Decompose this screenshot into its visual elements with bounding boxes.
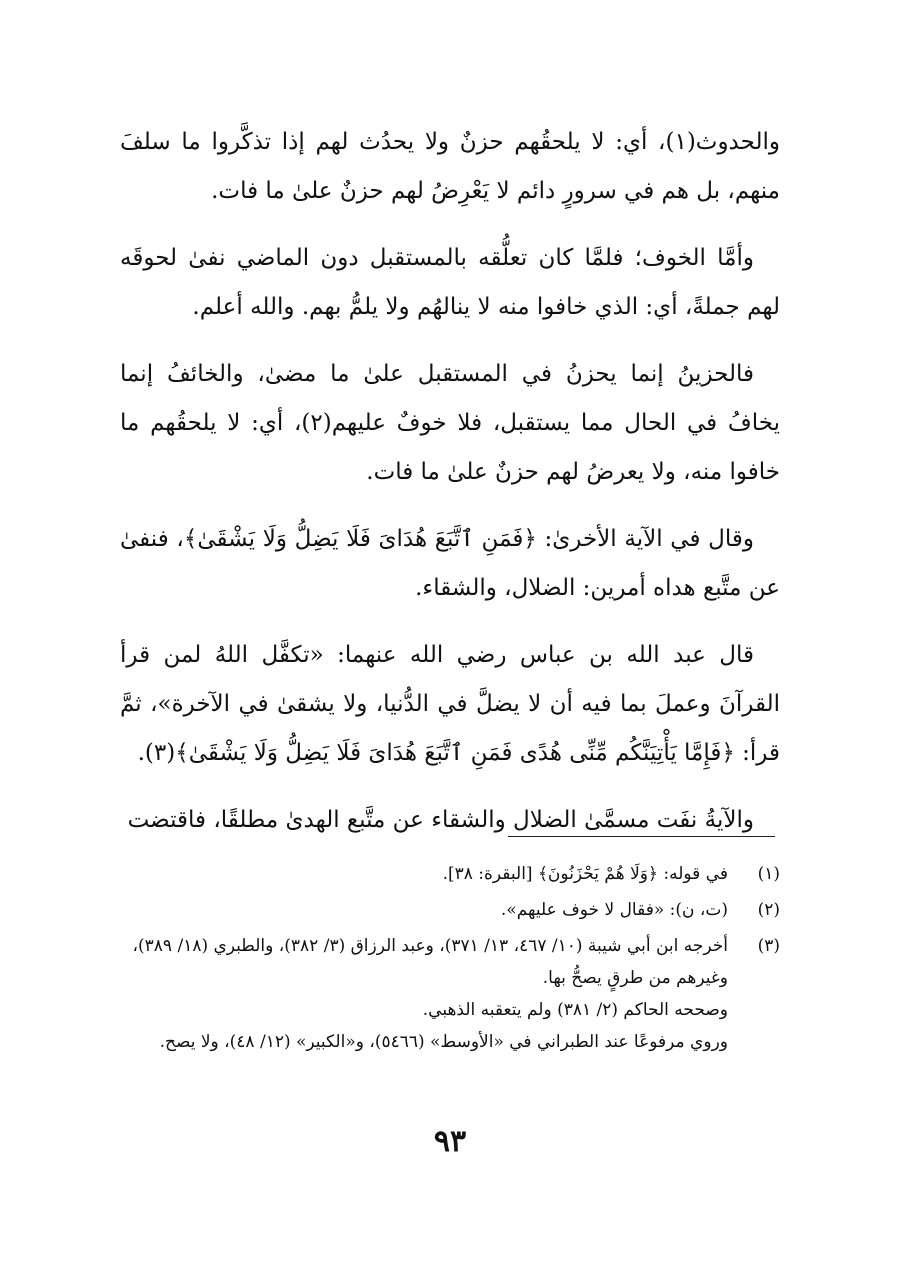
footnote-number: (٢) [757,900,780,920]
paragraph-2: وأمَّا الخوف؛ فلمَّا كان تعلُّقه بالمستقبل دون الماضي نفىٰ لحوقَه لهم جملةً، أي: الذي خافوا منه لا ينالهُم ولا يلمُّ بهم. والله أعلم. [120,245,780,320]
footnote-text: (ت، ن): «فقال لا خوف عليهم». [500,900,728,920]
footnote-1 [118,858,780,890]
footnote-text: أخرجه ابن أبي شيبة (١٠/ ٤٦٧، ١٣/ ٣٧١)، وعبد الرزاق (٣/ ٣٨٢)، والطبري (١٨/ ٣٨٩)، وغيرهم من طرقٍ يصحُّ بها. [132,936,728,988]
footnote-3 [118,930,780,1058]
paragraph-4: وقال في الآية الأخرىٰ: ﴿فَمَنِ ٱتَّبَعَ هُدَاىَ فَلَا يَضِلُّ وَلَا يَشْقَىٰ﴾، فنفىٰ عن متَّبع هداه أمرين: الضلال، والشقاء. [120,526,780,601]
footnote-number: (٣) [757,936,780,956]
footnote-text: في قوله: ﴿وَلَا هُمْ يَحْزَنُونَ﴾ [البقرة: ٣٨]. [442,864,728,884]
footnote-number: (١) [757,864,780,884]
paragraph-1: والحدوث(١)، أي: لا يلحقُهم حزنٌ ولا يحدُث لهم إذا تذكَّروا ما سلفَ منهم، بل هم في سرورٍ دائم لا يَعْرِضُ لهم حزنٌ علىٰ ما فات. [120,129,780,204]
paragraph-3: فالحزينُ إنما يحزنُ في المستقبل علىٰ ما مضىٰ، والخائفُ إنما يخافُ في الحال مما يستقبل، فلا خوفٌ عليهم(٢)، أي: لا يلحقُهم ما خافوا منه، ولا يعرضُ لهم حزنٌ علىٰ ما فات. [120,361,780,485]
footnote-2 [118,894,780,926]
footnote-text: وصححه الحاكم (٢/ ٣٨١) ولم يتعقبه الذهبي. [422,1000,728,1020]
paragraph-5: قال عبد الله بن عباس رضي الله عنهما: «تكفَّل اللهُ لمن قرأ القرآنَ وعملَ بما فيه أن لا يضلَّ في الدُّنيا، ولا يشقىٰ في الآخرة»، ثمَّ قرأ: ﴿فَإِمَّا يَأْتِيَنَّكُم مِّنِّى هُدًى فَمَنِ ٱتَّبَعَ هُدَاىَ فَلَا يَضِلُّ وَلَا يَشْقَىٰ﴾(٣). [120,642,780,766]
main-text [120,118,780,863]
paragraph-6: والآيةُ نفَت مسمَّىٰ الضلال والشقاء عن متَّبع الهدىٰ مطلقًا، فاقتضت [127,807,754,833]
footnotes [118,858,780,1062]
footnote-separator [508,836,775,837]
footnote-text: وروي مرفوعًا عند الطبراني في «الأوسط» (٥٤٦٦)، و«الكبير» (١٢/ ٤٨)، ولا يصح. [159,1032,728,1052]
page-number: ٩٣ [433,1124,467,1159]
